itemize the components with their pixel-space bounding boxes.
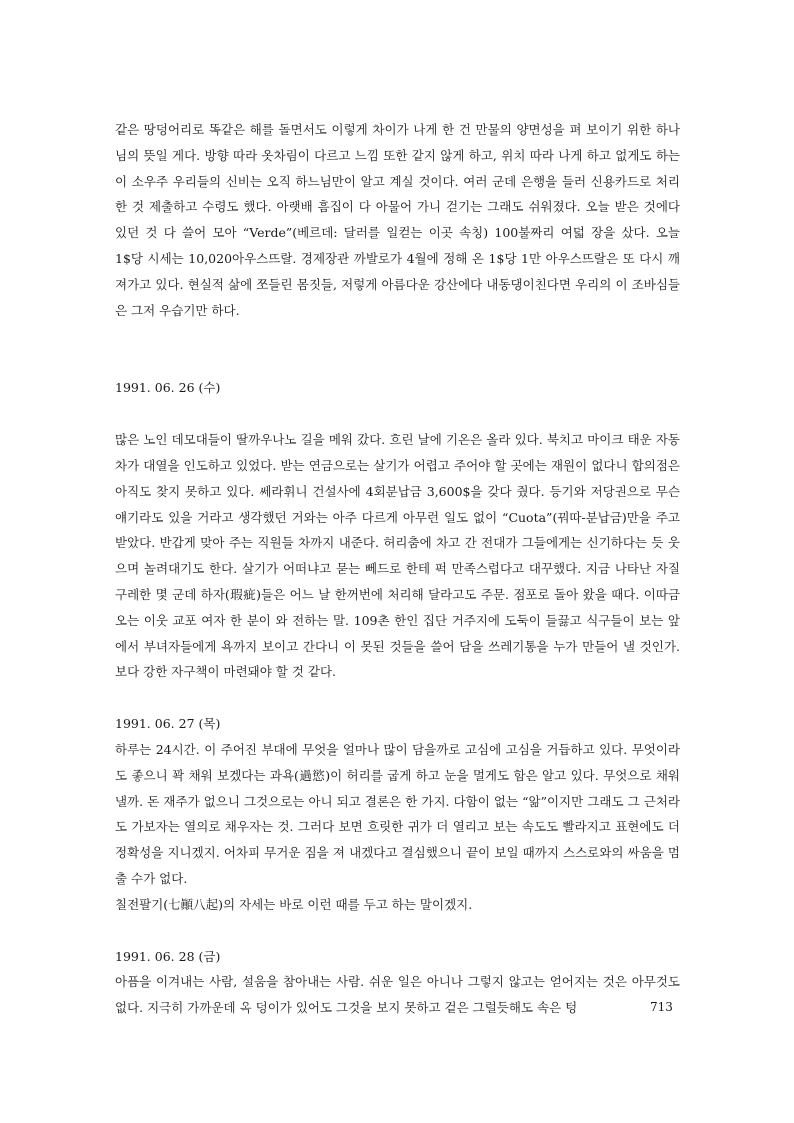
page-number: 713 xyxy=(650,1000,673,1014)
entry-paragraph-closing: 칠전팔기(七顚八起)의 자세는 바로 이런 때를 두고 하는 말이겠지. xyxy=(115,896,473,912)
entry-date: 1991. 06. 27 (목) xyxy=(115,716,221,732)
entry-date: 1991. 06. 26 (수) xyxy=(115,380,221,396)
section-spacer xyxy=(115,323,680,375)
entry-paragraph: 아픔을 이겨내는 사람, 설움을 참아내는 사람. 쉬운 일은 아니나 그렇지 않고는 얻어지는 것은 아무것도 없다. 지극히 가까운데 옥 덩이가 있어도 그것을 보지 못하고 겉은 그럴듯해도 속은 텅 xyxy=(115,974,680,1016)
section-spacer xyxy=(115,918,680,944)
entry-date: 1991. 06. 28 (금) xyxy=(115,948,221,964)
intro-paragraph: 같은 땅덩어리로 똑같은 해를 돌면서도 이렇게 차이가 나게 한 건 만물의 양면성을 펴 보이기 위한 하나님의 뜻일 게다. 방향 따라 옷차림이 다르고 느낌 또한 같지 않게 하고, 위치 따라 나게 하고 없게도 하는 이 소우주 우리들의 신비는 오직 하느님만이 알고 계실 것이다. 여러 군데 은행을 들러 신용카드로 처리한 것 제출하고 수령도 했다. 아랫배 흠집이 다 아물어 가니 걷기는 그래도 쉬워졌다. 오늘 받은 것에다 있던 것 다 쓸어 모아 “Verde”(베르데: 달러를 일컫는 이곳 속칭) 100불짜리 여덟 장을 샀다. 오늘 1$당 시세는 10,020아우스뜨랄. 경제장관 까발로가 4월에 정해 온 1$당 1만 아우스뜨랄은 또 다시 깨져가고 있다. 현실적 삶에 쪼들린 몸짓들, 저렇게 아름다운 강산에다 내동댕이친다면 우리의 이 조바심들은 그저 우습기만 하다. xyxy=(115,122,680,318)
entry-paragraph: 하루는 24시간. 이 주어진 부대에 무엇을 얼마나 많이 담을까로 고심에 고심을 거듭하고 있다. 무엇이라도 좋으니 꽉 채워 보겠다는 과욕(過慾)이 허리를 굽게 하고 눈을 멀게도 함은 알고 있다. 무엇으로 채워 낼까. 돈 재주가 없으니 그것으로는 아니 되고 결론은 한 가지. 다함이 없는 “앎”이지만 그래도 그 근처라도 가보자는 열의로 채우자는 것. 그러다 보면 흐릿한 귀가 더 열리고 보는 속도도 빨라지고 표현에도 더 정확성을 지니겠지. 어차피 무거운 짐을 져 내겠다고 결심했으니 끝이 보일 때까지 스스로와의 싸움을 멈출 수가 없다. xyxy=(115,741,680,886)
entry-paragraph: 많은 노인 데모대들이 딸까우나노 길을 메워 갔다. 흐린 날에 기온은 올라 있다. 북치고 마이크 태운 자동차가 대열을 인도하고 있었다. 받는 연금으로는 살기가 어렵고 주어야 할 곳에는 재원이 없다니 합의점은 아직도 찾지 못하고 있다. 쎄라휘니 건설사에 4회분납금 3,600$을 갖다 줬다. 등기와 저당권으로 무슨 얘기라도 있을 거라고 생각했던 거와는 아주 다르게 아무런 일도 없이 “Cuota”(꿔따-분납금)만을 주고받았다. 반갑게 맞아 주는 직원들 차까지 내준다. 허리춤에 차고 간 전대가 그들에게는 신기하다는 듯 웃으며 놀려대기도 한다. 살기가 어떠냐고 묻는 뻬드로 한테 퍽 만족스럽다고 대꾸했다. 지금 나타난 자질구레한 몇 군데 하자(瑕疵)들은 어느 날 한꺼번에 처리해 달라고도 주문. 점포로 돌아 왔을 때다. 이따금 오는 이웃 교포 여자 한 분이 와 전하는 말. 109촌 한인 집단 거주지에 도둑이 들끓고 식구들이 보는 앞에서 부녀자들에게 욕까지 보이고 간다니 이 못된 것들을 쓸어 담을 쓰레기통을 누가 만들어 낼 것인가. 보다 강한 자구책이 마련돼야 할 것 같다. xyxy=(115,432,680,680)
section-spacer xyxy=(115,401,680,427)
section-spacer xyxy=(115,685,680,711)
document-body xyxy=(115,117,680,1021)
